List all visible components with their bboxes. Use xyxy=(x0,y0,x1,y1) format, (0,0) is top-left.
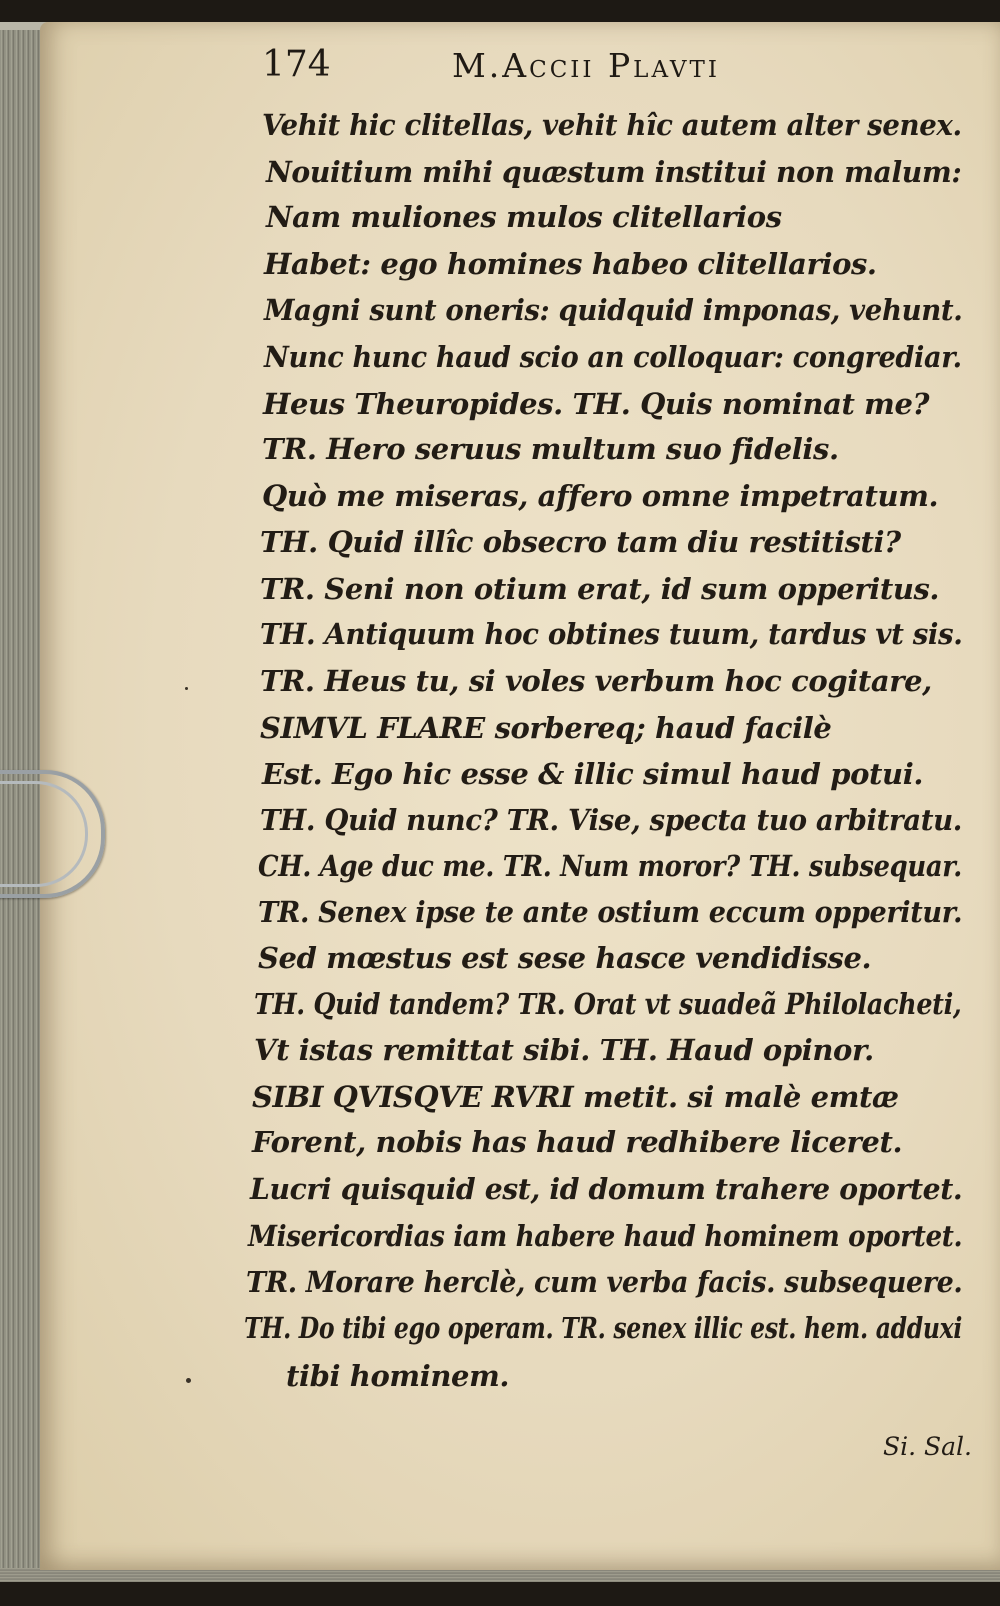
verse-line: Magni sunt oneris: quidquid imponas, vehunt. xyxy=(264,293,963,327)
verse-line: TH. Quid nunc? TR. Vise, specta tuo arbitratu. xyxy=(260,803,963,837)
verse-line: Sed mœstus est sese hasce vendidisse. xyxy=(258,941,872,975)
verse-line: Misericordias iam habere haud hominem oportet. xyxy=(248,1219,963,1253)
verse-line: TR. Heus tu, si voles verbum hoc cogitare, xyxy=(260,664,932,698)
ink-mark xyxy=(185,687,188,690)
verse-line: Nunc hunc haud scio an colloquar: congrediar. xyxy=(264,340,962,374)
verse-line: TH. Quid illîc obsecro tam diu restitisti? xyxy=(260,525,901,559)
verse-line: TR. Seni non otium erat, id sum opperitus. xyxy=(260,572,940,606)
verse-line: CH. Age duc me. TR. Num moror? TH. subsequar. xyxy=(258,849,962,883)
running-head: M.Accii Plavti xyxy=(452,46,720,85)
verse-line: TR. Senex ipse te ante ostium eccum opperitur. xyxy=(258,895,963,929)
ink-mark xyxy=(186,1378,191,1383)
catchword: Si. Sal. xyxy=(883,1432,972,1461)
verse-line: TR. Morare herclè, cum verba facis. subsequere. xyxy=(246,1265,963,1299)
verse-line: Nam muliones mulos clitellarios xyxy=(266,200,782,234)
verse-line: SIMVL FLARE sorbereq; haud facilè xyxy=(260,711,832,745)
verse-line: TH. Antiquum hoc obtines tuum, tardus vt sis. xyxy=(260,617,963,651)
verse-line: TH. Quid tandem? TR. Orat vt suadeã Philolacheti, xyxy=(254,987,962,1021)
verse-line: Est. Ego hic esse & illic simul haud potui. xyxy=(262,757,924,791)
verse-line: TH. Do tibi ego operam. TR. senex illic est. hem. adduxi xyxy=(244,1311,962,1345)
verse-line: Habet: ego homines habeo clitellarios. xyxy=(264,247,877,281)
verse-line: Forent, nobis has haud redhibere liceret. xyxy=(252,1125,903,1159)
page-number: 174 xyxy=(262,44,331,85)
verse-line: Vt istas remittat sibi. TH. Haud opinor. xyxy=(254,1033,874,1067)
verse-line: Nouitium mihi quæstum institui non malum: xyxy=(266,155,962,189)
verse-line: tibi hominem. xyxy=(286,1359,510,1393)
verse-line: Quò me miseras, affero omne impetratum. xyxy=(262,479,939,513)
verse-line: Lucri quisquid est, id domum trahere oportet. xyxy=(250,1172,963,1206)
verse-line: SIBI QVISQVE RVRI metit. si malè emtæ xyxy=(252,1080,899,1114)
verse-line: Vehit hic clitellas, vehit hîc autem alter senex. xyxy=(262,108,962,142)
verse-line: TR. Hero seruus multum suo fidelis. xyxy=(262,432,839,466)
verse-line: Heus Theuropides. TH. Quis nominat me? xyxy=(263,387,930,421)
